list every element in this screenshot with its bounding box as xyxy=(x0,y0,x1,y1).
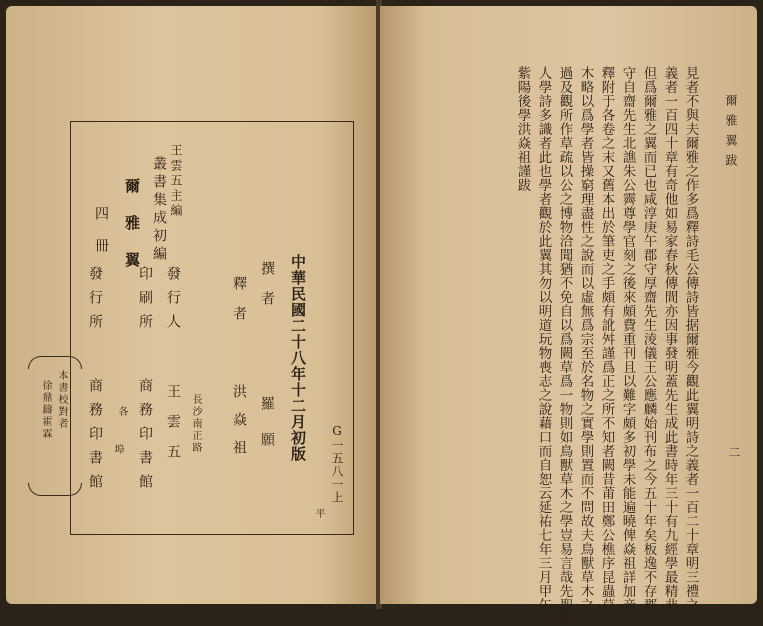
text-column-4: 守自齋先生北譙朱公霽尊學官刻之後來頗費重刊且以難字頗多初學未能遍曉俾焱祖詳加音 xyxy=(619,66,636,612)
series-name: 叢書集成初編 xyxy=(151,156,167,264)
page-number: 二 xyxy=(727,446,741,461)
name-distributor: 商務印書館 xyxy=(87,378,103,498)
text-column-6: 木略以爲學者皆操窮理盡性之說而以虛無爲宗至於名物之實學則置而不問故夫鳥獸草木之 xyxy=(577,66,594,612)
running-title: 爾雅翼跋 xyxy=(724,94,738,174)
publication-date: 中華民國二十八年十二月初版 xyxy=(289,254,307,462)
left-page-colophon xyxy=(6,6,378,604)
branch-mark-a: 各 xyxy=(116,406,127,418)
name-publisher: 王雲五 xyxy=(165,384,181,474)
text-column-8: 人學詩多識者此也學者觀於此翼其勿以明道玩物喪志之說藉口而自恕云延祐七年三月甲午 xyxy=(535,66,552,612)
series-editor: 王雲五主編 xyxy=(169,144,183,219)
catalog-code: G一五八一上 xyxy=(330,424,344,504)
proofreader-note xyxy=(28,356,80,496)
text-column-2: 義者一百四十章有奇他如易家春秋傳間亦因事發明蓋先生成此書時年三十有九經學最精非 xyxy=(661,66,678,612)
role-publisher: 發行人 xyxy=(165,266,181,338)
note-bracket-top xyxy=(28,356,82,369)
branch-mark-b: 埠 xyxy=(112,444,123,456)
text-column-9: 紫陽後學洪焱祖謹跋 xyxy=(514,66,531,192)
book-title: 爾雅翼 xyxy=(123,178,141,289)
role-distributor: 發行所 xyxy=(87,266,103,338)
note-bracket-bottom xyxy=(28,483,82,496)
role-printer: 印刷所 xyxy=(137,266,153,338)
publisher-address: 長沙南正路 xyxy=(190,394,201,454)
role-annotator: 釋者 xyxy=(231,276,247,336)
name-annotator: 洪焱祖 xyxy=(231,384,247,468)
name-author: 羅願 xyxy=(259,396,275,468)
right-page-postscript xyxy=(380,6,757,626)
note-line-1: 本書校對者 xyxy=(56,370,67,430)
text-column-5: 釋附于各卷之末又舊本出於筆吏之手頗有訛舛謹爲正之所不知者闕昔莆田鄭公樵序昆蟲草 xyxy=(598,66,615,612)
note-line-2: 徐鼎鑄霍霖 xyxy=(40,380,51,440)
name-printer: 商務印書館 xyxy=(137,378,153,498)
text-column-1: 見者不與夫爾雅之作多爲釋詩毛公傳詩皆据爾雅今觀此翼明詩之義者一百二十章明三禮之 xyxy=(682,66,699,612)
colophon-frame xyxy=(70,121,354,535)
text-column-7: 過及觀所作草疏以公之博物洽聞猶不免自以爲闕草爲一物則如鳥獸草木之學豈易言哉先聖教 xyxy=(556,66,573,626)
volume-count: 四冊 xyxy=(93,206,109,270)
text-column-3: 但爲爾雅之翼而已也咸淳庚午郡守厚齋先生淩儀王公應麟始刊布之今五十年矣板逸不存郡 xyxy=(640,66,657,612)
role-author: 撰者 xyxy=(259,261,275,321)
bottom-mark: 平 xyxy=(313,508,324,520)
